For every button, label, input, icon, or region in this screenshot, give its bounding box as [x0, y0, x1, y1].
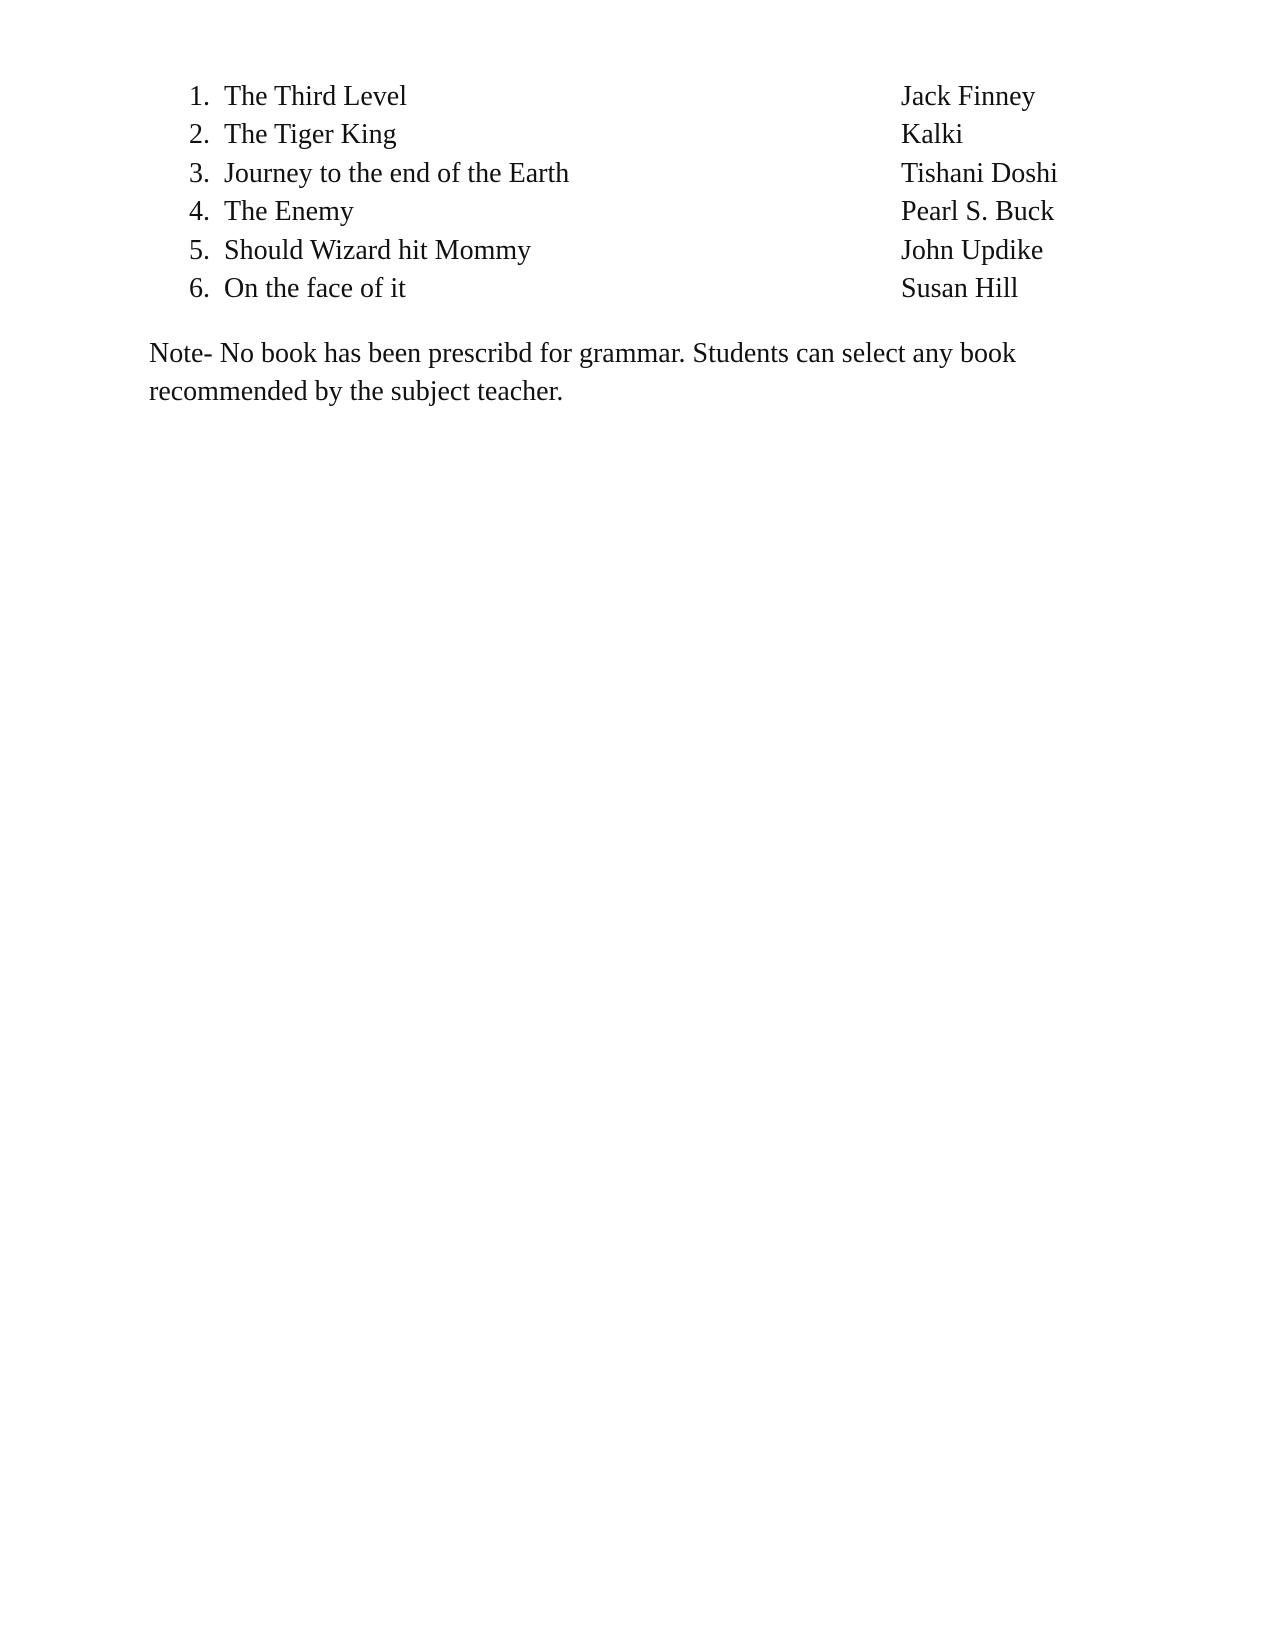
item-number: 3.: [189, 157, 210, 189]
item-title: Journey to the end of the Earth: [224, 157, 570, 189]
item-author: Tishani Doshi: [901, 157, 1058, 189]
list-item: [180, 236, 1080, 274]
list-item: [180, 274, 1080, 312]
item-number: 1.: [189, 81, 210, 112]
grammar-note: Note- No book has been prescribd for grammar. Students can select any book recommended by the subject teacher.: [149, 338, 1016, 407]
item-number: 4.: [189, 196, 210, 228]
item-number: 6.: [189, 272, 210, 304]
item-title: The Enemy: [224, 196, 354, 228]
item-author: John Updike: [901, 234, 1044, 266]
item-author: Kalki: [901, 119, 964, 151]
item-title: The Tiger King: [224, 119, 397, 151]
item-author: Jack Finney: [901, 81, 1036, 112]
list-item: [180, 159, 1080, 197]
item-title: On the face of it: [224, 272, 406, 304]
syllabus-list: [180, 82, 1080, 312]
item-title: The Third Level: [224, 81, 407, 112]
item-title: Should Wizard hit Mommy: [224, 234, 532, 266]
list-item: [180, 197, 1080, 235]
item-number: 5.: [189, 234, 210, 266]
list-item: [180, 82, 1080, 120]
list-item: [180, 120, 1080, 158]
item-author: Pearl S. Buck: [901, 196, 1055, 228]
item-number: 2.: [189, 119, 210, 151]
item-author: Susan Hill: [901, 272, 1019, 304]
